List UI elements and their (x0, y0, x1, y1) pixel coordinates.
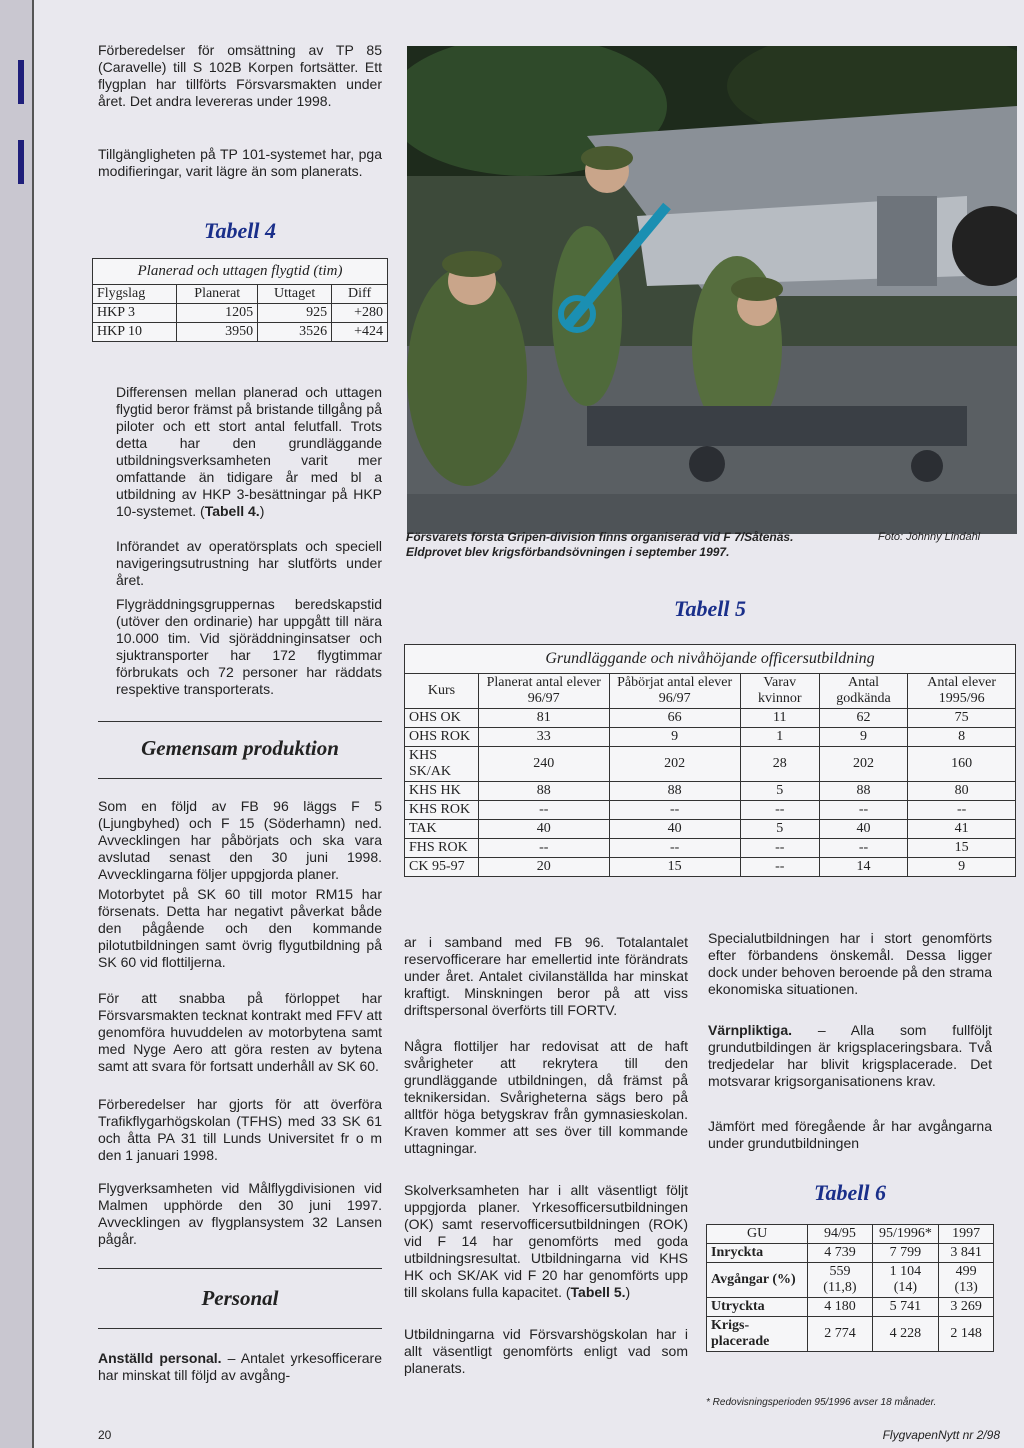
table-cell: -- (740, 858, 819, 877)
table-row (405, 709, 1016, 728)
table-row (93, 323, 388, 342)
row-label: Utryckta (707, 1298, 808, 1317)
tabell5 (404, 644, 1016, 877)
table-cell: 20 (478, 858, 609, 877)
table-cell: -- (478, 801, 609, 820)
paragraph-text: ) (625, 1284, 631, 1300)
table-cell: 40 (609, 820, 740, 839)
paragraph-text: Differensen mellan planerad och uttagen flygtid beror främst på bristande tillgång på piloter och ett stort antal felutfall. Trots detta har den grundläggande utbildningsverksamheten varit mer omfattande än tidigare år med bl a utbildning av HKP 3-besättningar på HKP 10-systemet. ( (116, 384, 382, 519)
table-cell: 5 (740, 782, 819, 801)
table-row (405, 747, 1016, 782)
paragraph (98, 1350, 382, 1384)
table-cell: 41 (908, 820, 1016, 839)
paragraph: ar i samband med FB 96. Totalantalet reservofficerare har emellertid inte förändrats under året. Antalet civilanställda har minskat kraftigt. Minskningen beror på att viss driftspersonal överförts till FORTV. (404, 934, 688, 1018)
column-header: Påbörjat antal elever 96/97 (609, 674, 740, 709)
table-cell: 4 739 (808, 1244, 872, 1263)
section-rule (98, 721, 382, 722)
paragraph: Jämfört med föregående år har avgångarna under grundutbildningen (708, 1118, 992, 1151)
table-cell: 3 269 (939, 1298, 994, 1317)
table-cell: +280 (332, 304, 388, 323)
paragraph: Införandet av operatörsplats och speciell navigeringsutrustning har slutförts under året. (116, 538, 382, 588)
table-cell: 81 (478, 709, 609, 728)
table-row (405, 820, 1016, 839)
table-cell: 15 (908, 839, 1016, 858)
section-heading: Personal (201, 1286, 279, 1310)
row-label: Inryckta (707, 1244, 808, 1263)
table-cell: 88 (819, 782, 908, 801)
table-cell: 1 104 (14) (872, 1263, 939, 1298)
table-row (405, 728, 1016, 747)
paragraph: Förberedelser för omsättning av TP 85 (Caravelle) till S 102B Korpen fortsätter. Ett flygplan har tillförts Försvarsmakten under året. Det andra levereras under 1998. (98, 42, 382, 109)
paragraph-text: – Alla som fullföljt grundutbildingen är krigsplaceringsbara. Två tredjedelar har blivit krigsplacerade. Det motsvarar krigsorganisationens krav. (708, 1022, 992, 1089)
column-header: Planerat (177, 285, 258, 304)
tabell4-title: Tabell 4 (204, 218, 276, 243)
table-cell: 9 (908, 858, 1016, 877)
table-cell: 66 (609, 709, 740, 728)
table-row (707, 1263, 994, 1298)
table-cell: 3950 (177, 323, 258, 342)
run-in-heading: Värnpliktiga. (708, 1022, 793, 1038)
section-rule (98, 1268, 382, 1269)
table-row (405, 801, 1016, 820)
section-heading: Gemensam produktion (141, 736, 339, 760)
table-cell: 2 774 (808, 1317, 872, 1352)
paragraph (116, 384, 382, 520)
tabell4 (92, 258, 388, 342)
edge-marker (18, 140, 24, 184)
column-header: Antal godkända (819, 674, 908, 709)
row-label: CK 95-97 (405, 858, 479, 877)
row-label: HKP 10 (93, 323, 177, 342)
column-header: Antal elever 1995/96 (908, 674, 1016, 709)
table-cell: 202 (609, 747, 740, 782)
edge-line (32, 0, 34, 1448)
table-cell: 1 (740, 728, 819, 747)
table-cell: 40 (478, 820, 609, 839)
table-cell: 7 799 (872, 1244, 939, 1263)
table-cell: 14 (819, 858, 908, 877)
magazine-name: FlygvapenNytt nr 2/98 (882, 1428, 1000, 1442)
photo-credit: Foto: Johnny Lindahl (878, 531, 981, 543)
table-cell: 3526 (258, 323, 332, 342)
section-rule (98, 1328, 382, 1329)
table-cell: +424 (332, 323, 388, 342)
table-cell: 88 (609, 782, 740, 801)
table-row (707, 1244, 994, 1263)
table-cell: -- (819, 801, 908, 820)
page-number: 20 (98, 1428, 112, 1442)
table-cell: 15 (609, 858, 740, 877)
row-label: KHS SK/AK (405, 747, 479, 782)
table-cell: 3 841 (939, 1244, 994, 1263)
photo-caption: Försvarets första Gripen-division finns organiserad vid F 7/Såtenäs. Eldprovet blev krigsförbandsövningen i september 1997. (406, 530, 794, 559)
tabell5-table (404, 673, 1016, 877)
paragraph: Flygräddningsgruppernas beredskapstid (utöver den ordinarie) har uppgått till nära 10.000 tim. Vid sjöräddninginsatser och sjuktransporter har 172 flygtimmar förbrukats och 72 personer har räddats respektive transporterats. (116, 596, 382, 697)
row-label: OHS OK (405, 709, 479, 728)
table-cell: -- (740, 801, 819, 820)
table-cell: -- (819, 839, 908, 858)
column-header: Flygslag (93, 285, 177, 304)
table-cell: 4 180 (808, 1298, 872, 1317)
paragraph: Specialutbildningen har i stort genomförts efter förbandens önskemål. Dessa ligger dock under behoven beroende på den strama ekonomiska situationen. (708, 930, 992, 997)
page-edge (0, 0, 34, 1448)
column-header: Kurs (405, 674, 479, 709)
tabell6-footnote: * Redovisningsperioden 95/1996 avser 18 månader. (706, 1397, 937, 1408)
table-cell: 62 (819, 709, 908, 728)
column-header: Varav kvinnor (740, 674, 819, 709)
paragraph-text: ) (259, 503, 265, 519)
table-cell: 202 (819, 747, 908, 782)
column-header: 1997 (939, 1225, 994, 1244)
tabell6-title: Tabell 6 (814, 1180, 886, 1205)
paragraph (708, 1022, 992, 1090)
column-header: 94/95 (808, 1225, 872, 1244)
table-row (405, 858, 1016, 877)
table-cell: 240 (478, 747, 609, 782)
tabell4-caption: Planerad och uttagen flygtid (tim) (92, 258, 388, 284)
edge-marker (18, 60, 24, 104)
section-rule (98, 778, 382, 779)
table-cell: 2 148 (939, 1317, 994, 1352)
table-row (93, 304, 388, 323)
paragraph-text: Skolverksamheten har i allt väsentligt följt uppgjorda planer. Yrkesofficersutbildningen (OK) samt reservofficersutbildningen (ROK) vid F 14 har genomförts med goda utbildningsresultat. Utbildningarna vid KHS HK och SK/AK vid F 20 har genomförts upp till skolans fulla kapacitet. ( (404, 1182, 688, 1300)
table-row (707, 1298, 994, 1317)
table-reference: Tabell 5. (570, 1284, 626, 1300)
paragraph: Tillgängligheten på TP 101-systemet har, pga modifieringar, varit lägre än som planerats. (98, 146, 382, 179)
row-label: OHS ROK (405, 728, 479, 747)
row-label: Krigs-placerade (707, 1317, 808, 1352)
table-row (707, 1317, 994, 1352)
tabell6 (706, 1224, 994, 1352)
table-row (405, 839, 1016, 858)
tabell5-title: Tabell 5 (674, 596, 746, 621)
table-cell: 33 (478, 728, 609, 747)
table-cell: 9 (819, 728, 908, 747)
table-cell: -- (609, 801, 740, 820)
table-cell: 559 (11,8) (808, 1263, 872, 1298)
table-cell: 8 (908, 728, 1016, 747)
run-in-heading: Anställd personal. (98, 1350, 222, 1366)
table-cell: 80 (908, 782, 1016, 801)
row-label: Avgångar (%) (707, 1263, 808, 1298)
table-cell: 9 (609, 728, 740, 747)
table-cell: 5 741 (872, 1298, 939, 1317)
table-cell: 11 (740, 709, 819, 728)
column-header: Planerat antal elever 96/97 (478, 674, 609, 709)
tabell4-table (92, 284, 388, 342)
paragraph: Utbildningarna vid Försvarshögskolan har i allt väsentligt genomförts enligt vad som planerats. (404, 1326, 688, 1376)
table-cell: 75 (908, 709, 1016, 728)
tabell5-caption: Grundläggande och nivåhöjande officersutbildning (404, 644, 1016, 673)
table-cell: -- (609, 839, 740, 858)
table-cell: 4 228 (872, 1317, 939, 1352)
table-cell: 1205 (177, 304, 258, 323)
table-cell: -- (740, 839, 819, 858)
paragraph (404, 1182, 688, 1301)
table-cell: -- (908, 801, 1016, 820)
row-label: KHS ROK (405, 801, 479, 820)
row-label: HKP 3 (93, 304, 177, 323)
paragraph: Som en följd av FB 96 läggs F 5 (Ljungbyhed) och F 15 (Söderhamn) ned. Avvecklingen har påbörjats och ska vara avslutad senast den 30 juni 1998. Avvecklingarna följer uppgjorda planer. (98, 798, 382, 882)
row-label: FHS ROK (405, 839, 479, 858)
table-cell: 499 (13) (939, 1263, 994, 1298)
paragraph: Flygverksamheten vid Målflygdivisionen vid Malmen upphörde den 30 juni 1997. Avvecklingen av flygplansystem 32 Lansen pågår. (98, 1180, 382, 1247)
tabell6-table (706, 1224, 994, 1352)
photo-illustration (407, 46, 1017, 534)
row-label: TAK (405, 820, 479, 839)
table-cell: -- (478, 839, 609, 858)
column-header: GU (707, 1225, 808, 1244)
paragraph: Förberedelser har gjorts för att överföra Trafikflygarhögskolan (TFHS) med 33 SK 61 och åtta PA 31 till Lunds Universitet fr o m den 1 januari 1998. (98, 1096, 382, 1163)
table-cell: 5 (740, 820, 819, 839)
row-label: KHS HK (405, 782, 479, 801)
table-reference: Tabell 4. (204, 503, 260, 519)
table-cell: 160 (908, 747, 1016, 782)
table-cell: 88 (478, 782, 609, 801)
paragraph: Några flottiljer har redovisat att de haft svårigheter att rekrytera till den grundläggande utbildningen, då främst på teknikersidan. Svårigheterna sägs bero på alltför höga betygskrav från gymnasieskolan. Kraven kommer att ses över till kommande uttagningar. (404, 1038, 688, 1156)
table-cell: 28 (740, 747, 819, 782)
table-row (405, 782, 1016, 801)
table-cell: 925 (258, 304, 332, 323)
column-header: 95/1996* (872, 1225, 939, 1244)
table-cell: 40 (819, 820, 908, 839)
column-header: Diff (332, 285, 388, 304)
paragraph: Motorbytet på SK 60 till motor RM15 har försenats. Detta har negativt påverkat både den pågående och den kommande pilotutbildningen samt övrig flygutbildning på SK 60 vid flottiljerna. (98, 886, 382, 970)
photo (407, 46, 1017, 534)
paragraph-text: – Antalet yrkesofficerare har minskat till följd av avgång- (98, 1350, 382, 1383)
column-header: Uttaget (258, 285, 332, 304)
paragraph: För att snabba på förloppet har Försvarsmakten tecknat kontrakt med FFV att genomföra huvuddelen av motorbytena samt med Nyge Aero att göra resten av bytena samt att svara för fortsatt underhåll av SK 60. (98, 990, 382, 1074)
